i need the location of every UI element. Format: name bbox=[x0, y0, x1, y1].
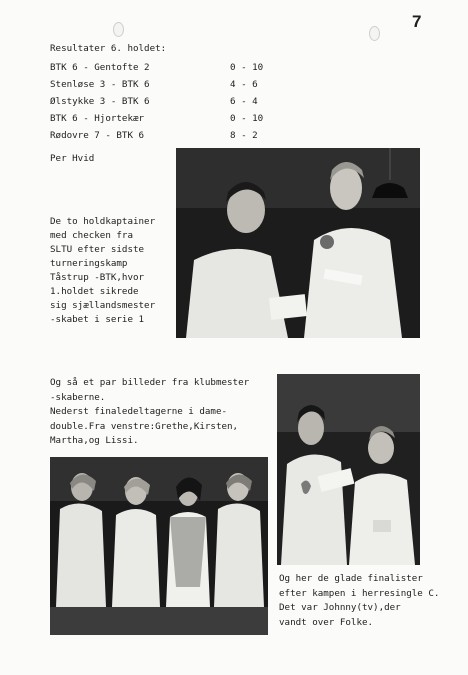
caption-text: De to holdkaptainer med checken fra SLTU efter sidste turneringskamp Tåstrup -BTK,hvor 1.holdet sikrede sig sjællandsmester -skabet i serie 1 bbox=[50, 216, 156, 325]
author-name: Per Hvid bbox=[50, 153, 95, 164]
caption-text: Og her de glade finalister efter kampen i herresingle C. Det var Johnny(tv),der vandt over Folke. bbox=[279, 573, 440, 628]
results-table bbox=[50, 59, 280, 144]
match-name: Stenløse 3 - BTK 6 bbox=[50, 78, 150, 90]
match-score: 4 - 6 bbox=[230, 78, 258, 90]
match-name: Ølstykke 3 - BTK 6 bbox=[50, 95, 150, 107]
match-score: 8 - 2 bbox=[230, 129, 258, 141]
caption-text: Og så et par billeder fra klubmester -skaberne. Nederst finaledeltagerne i dame- double.Fra venstre:Grethe,Kirsten, Martha,og Lissi. bbox=[50, 377, 250, 446]
result-row bbox=[50, 110, 280, 127]
photo-team-captains bbox=[176, 148, 420, 338]
match-name: BTK 6 - Gentofte 2 bbox=[50, 61, 150, 73]
caption-mens-singles bbox=[279, 572, 454, 630]
photo-womens-doubles-finalists bbox=[50, 457, 268, 635]
result-row bbox=[50, 127, 280, 144]
match-name: BTK 6 - Hjortekær bbox=[50, 112, 145, 124]
caption-club-championship bbox=[50, 376, 270, 449]
match-score: 0 - 10 bbox=[230, 112, 264, 124]
punch-hole-left bbox=[113, 22, 124, 37]
photo-mens-singles-finalists bbox=[277, 374, 420, 565]
results-heading: Resultater 6. holdet: bbox=[50, 43, 167, 54]
punch-hole-right bbox=[369, 26, 380, 41]
page-number: 7 bbox=[412, 12, 422, 31]
result-row bbox=[50, 93, 280, 110]
caption-captains bbox=[50, 215, 175, 327]
result-row bbox=[50, 59, 280, 76]
result-row bbox=[50, 76, 280, 93]
match-name: Rødovre 7 - BTK 6 bbox=[50, 129, 145, 141]
match-score: 0 - 10 bbox=[230, 61, 264, 73]
match-score: 6 - 4 bbox=[230, 95, 258, 107]
